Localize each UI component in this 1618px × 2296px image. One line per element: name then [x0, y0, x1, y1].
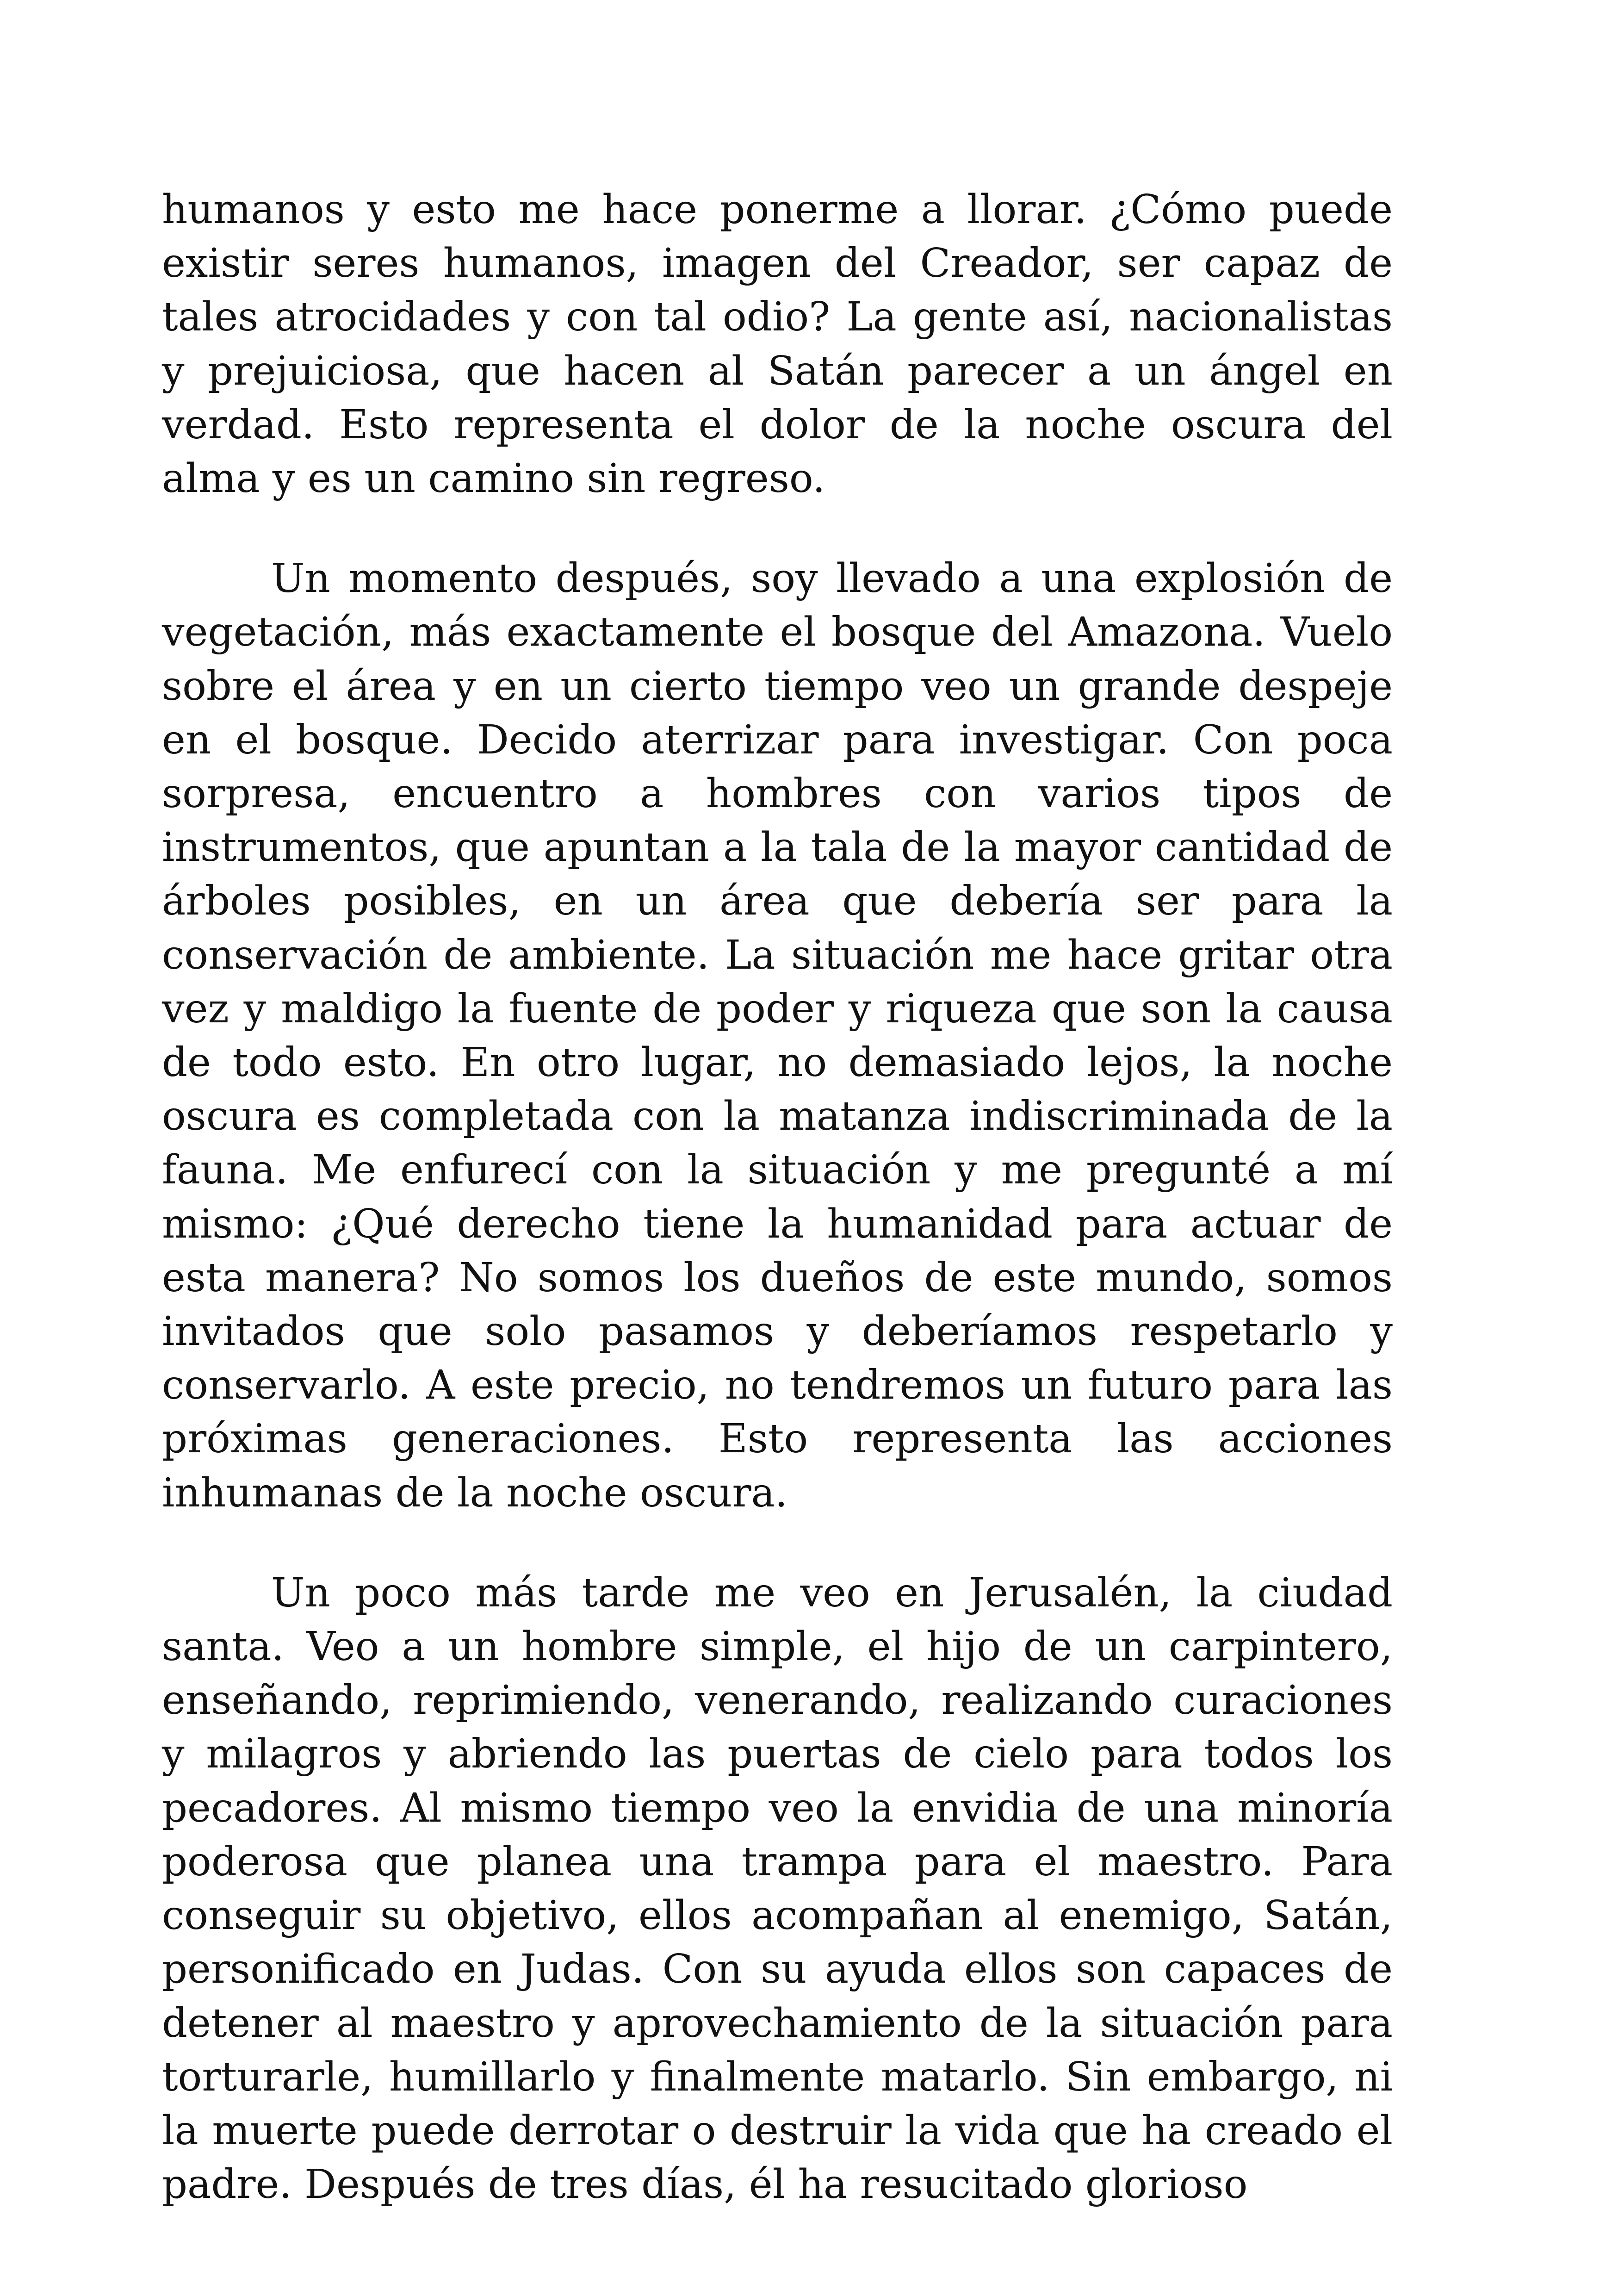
body-text — [162, 183, 1393, 2211]
paragraph-3: Un poco más tarde me veo en Jerusalén, la ciudad santa. Veo a un hombre simple, el hijo de un carpintero, enseñando, reprimiendo, venerando, realizando curaciones y milagros y abriendo las puertas de cielo para todos los pecadores. Al mismo tiempo veo la envidia de una minoría poderosa que planea una trampa para el maestro. Para conseguir su objetivo, ellos acompañan al enemigo, Satán, personificado en Judas. Con su ayuda ellos son capaces de detener al maestro y aprovechamiento de la situación para torturarle, humillarlo y finalmente matarlo. Sin embargo, ni la muerte puede derrotar o destruir la vida que ha creado el padre. Después de tres días, él ha resucitado glorioso — [162, 1569, 1393, 2208]
paragraph-2: Un momento después, soy llevado a una explosión de vegetación, más exactamente el bosque del Amazona. Vuelo sobre el área y en un cierto tiempo veo un grande despeje en el bosque. Decido aterrizar para investigar. Con poca sorpresa, encuentro a hombres con varios tipos de instrumentos, que apuntan a la tala de la mayor cantidad de árboles posibles, en un área que debería ser para la conservación de ambiente. La situación me hace gritar otra vez y maldigo la fuente de poder y riqueza que son la causa de todo esto. En otro lugar, no demasiado lejos, la noche oscura es completada con la matanza indiscriminada de la fauna. Me enfurecí con la situación y me pregunté a mí mismo: ¿Qué derecho tiene la humanidad para actuar de esta manera? No somos los dueños de este mundo, somos invitados que solo pasamos y deberíamos respetarlo y conservarlo. A este precio, no tendremos un futuro para las próximas generaciones. Esto representa las acciones inhumanas de la noche oscura. — [162, 555, 1393, 1516]
paragraph-1: humanos y esto me hace ponerme a llorar. ¿Cómo puede existir seres humanos, imagen del Creador, ser capaz de tales atrocidades y con tal odio? La gente así, nacionalistas y prejuiciosa, que hacen al Satán parecer a un ángel en verdad. Esto representa el dolor de la noche oscura del alma y es un camino sin regreso. — [162, 187, 1393, 502]
